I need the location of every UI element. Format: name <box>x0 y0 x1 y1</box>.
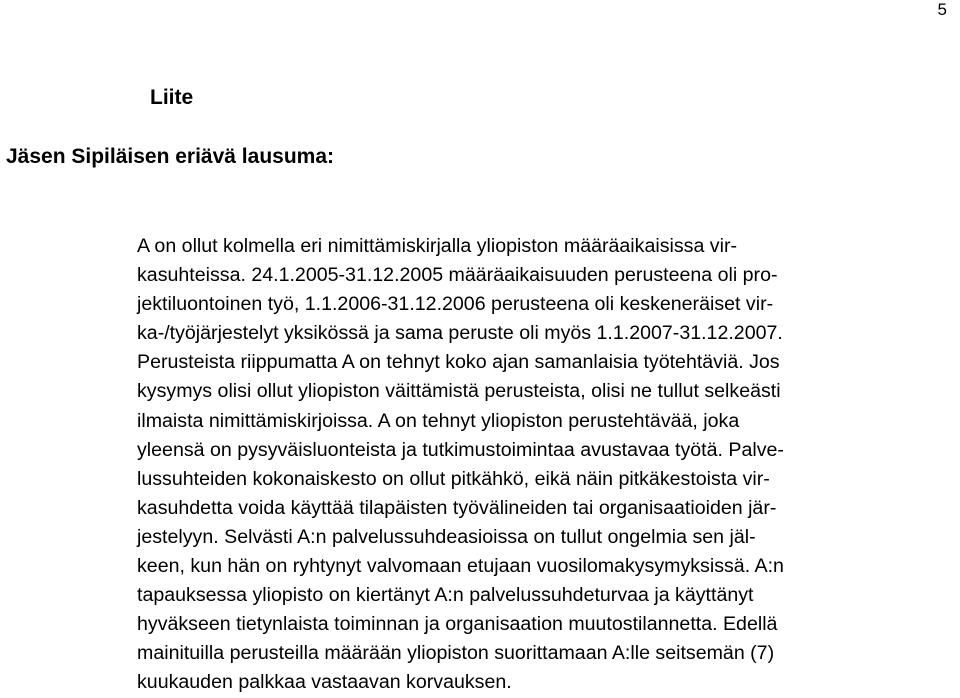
appendix-title: Liite <box>150 86 194 109</box>
body-line: mainituilla perusteilla määrään yliopiston suorittamaan A:lle seitsemän (7) <box>137 642 775 665</box>
body-line: kasuhteissa. 24.1.2005-31.12.2005 määräaikaisuuden perusteena oli pro- <box>137 264 778 287</box>
body-line: kysymys olisi ollut yliopiston väittämistä perusteista, olisi ne tullut selkeästi <box>137 380 781 403</box>
statement-body <box>137 232 957 698</box>
body-line: ilmaista nimittämiskirjoissa. A on tehnyt yliopiston perustehtävää, joka <box>137 409 740 432</box>
page-number: 5 <box>937 0 947 19</box>
body-line: keen, kun hän on ryhtynyt valvomaan etujaan vuosilomakysymyksissä. A:n <box>137 555 784 578</box>
body-line: kasuhdetta voida käyttää tilapäisten työvälineiden tai organisaatioiden jär- <box>137 496 777 519</box>
body-line: jestelyyn. Selvästi A:n palvelussuhdeasioissa on tullut ongelmia sen jäl- <box>137 525 756 548</box>
body-line: Perusteista riippumatta A on tehnyt koko ajan samanlaisia työtehtäviä. Jos <box>137 351 780 374</box>
body-line: kuukauden palkkaa vastaavan korvauksen. <box>137 671 512 694</box>
body-line: ka-/työjärjestelyt yksikössä ja sama peruste oli myös 1.1.2007-31.12.2007. <box>137 322 783 345</box>
body-line: yleensä on pysyväisluonteista ja tutkimustoimintaa avustavaa työtä. Palve- <box>137 438 784 461</box>
body-line: hyväkseen tietynlaista toiminnan ja organisaation muutostilannetta. Edellä <box>137 613 778 636</box>
body-line: tapauksessa yliopisto on kiertänyt A:n palvelussuhdeturvaa ja käyttänyt <box>137 584 754 607</box>
body-line: A on ollut kolmella eri nimittämiskirjalla yliopiston määräaikaisissa vir- <box>137 235 737 257</box>
body-line: jektiluontoinen työ, 1.1.2006-31.12.2006 perusteena oli keskeneräiset vir- <box>137 293 774 316</box>
statement-heading: Jäsen Sipiläisen eriävä lausuma: <box>6 145 335 168</box>
body-line: lussuhteiden kokonaiskesto on ollut pitkähkö, eikä näin pitkäkestoista vir- <box>137 467 770 490</box>
